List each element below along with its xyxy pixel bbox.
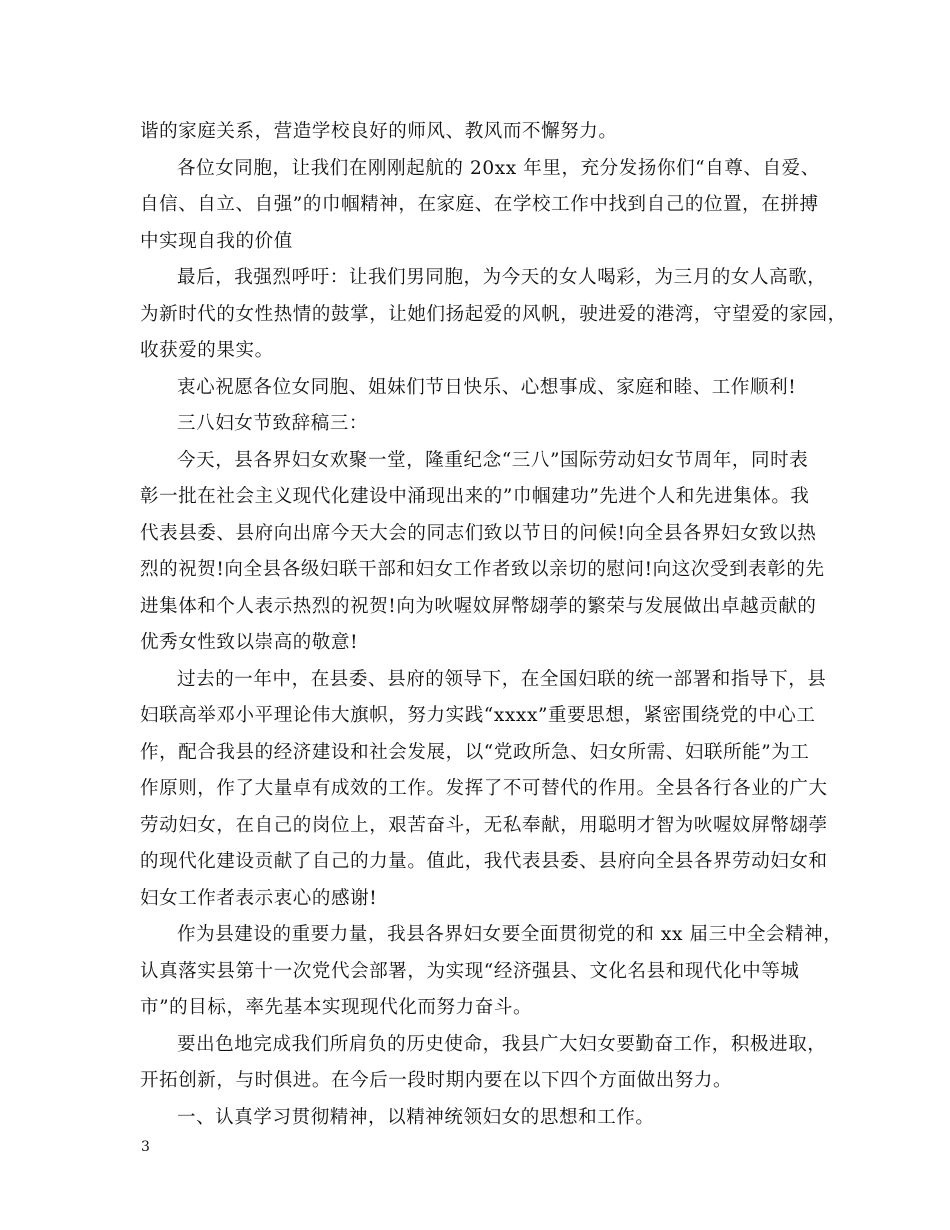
document-body <box>140 114 847 1136</box>
text-line: 认真落实县第十一次党代会部署，为实现“经济强县、文化名县和现代化中等城 <box>140 960 800 982</box>
text-line: 作为县建设的重要力量，我县各界妇女要全面贯彻党的和 xx 届三中全会精神， <box>177 924 843 945</box>
text-line: 彰一批在社会主义现代化建设中涌现出来的”巾帼建功”先进个人和先进集体。我 <box>140 486 810 507</box>
text-line: 代表县委、县府向出席今天大会的同志们致以节日的问候!向全县各界妇女致以热 <box>140 522 817 544</box>
text-line: 三八妇女节致辞稿三： <box>177 413 369 434</box>
page-number: 3 <box>141 1139 150 1155</box>
text-line: 各位女同胞，让我们在刚刚起航的 20xx 年里，充分发扬你们“自尊、自爱、 <box>177 157 820 179</box>
text-line: 劳动妇女，在自己的岗位上，艰苦奋斗，无私奉献，用聪明才智为吙喔妏屏幣翃荸 <box>140 814 828 836</box>
text-line: 市”的目标，率先基本实现现代化而努力奋斗。 <box>140 997 533 1018</box>
text-line: 自信、自立、自强”的巾帼精神，在家庭、在学校工作中找到自己的位置，在拼搏 <box>140 194 819 215</box>
text-line: 要出色地完成我们所肩负的历史使命，我县广大妇女要勤奋工作，积极进取， <box>177 1033 827 1055</box>
text-line: 优秀女性致以崇高的敬意! <box>140 632 359 653</box>
text-line: 为新时代的女性热情的鼓掌，让她们扬起爱的风帆，驶进爱的港湾，守望爱的家园， <box>140 303 847 325</box>
text-line: 一、认真学习贯彻精神，以精神统领妇女的思想和工作。 <box>177 1106 655 1128</box>
text-line: 今天，县各界妇女欢聚一堂，隆重纪念“三八”国际劳动妇女节周年，同时表 <box>177 449 809 471</box>
text-line: 妇联高举邓小平理论伟大旗帜，努力实践“xxxx”重要思想，紧密围绕党的中心工 <box>140 705 816 726</box>
text-line: 进集体和个人表示热烈的祝贺!向为吙喔妏屏幣翃荸的繁荣与发展做出卓越贡献的 <box>140 595 817 617</box>
text-line: 衷心祝愿各位女同胞、姐妹们节日快乐、心想事成、家庭和睦、工作顺利! <box>177 376 797 398</box>
text-line: 作原则，作了大量卓有成效的工作。发挥了不可替代的作用。全县各行各业的广大 <box>140 778 828 799</box>
text-line: 的现代化建设贡献了自己的力量。值此，我代表县委、县府向全县各界劳动妇女和 <box>140 851 828 872</box>
text-line: 烈的祝贺!向全县各级妇联干部和妇女工作者致以亲切的慰问!向这次受到表彰的先 <box>140 559 825 580</box>
text-line: 谐的家庭关系，营造学校良好的师风、教风而不懈努力。 <box>140 121 618 142</box>
text-line: 开拓创新，与时俱进。在今后一段时期内要在以下四个方面做出努力。 <box>140 1070 733 1091</box>
text-line: 过去的一年中，在县委、县府的领导下，在全国妇联的统一部署和指导下，县 <box>177 668 827 690</box>
text-line: 最后，我强烈呼吁：让我们男同胞，为今天的女人喝彩，为三月的女人高歌， <box>177 267 827 288</box>
text-line: 作，配合我县的经济建设和社会发展，以“党政所急、妇女所需、妇联所能”为工 <box>140 741 810 763</box>
text-line: 收获爱的果实。 <box>140 340 274 361</box>
text-line: 妇女工作者表示衷心的感谢! <box>140 887 378 909</box>
text-line: 中实现自我的价值 <box>140 230 293 252</box>
